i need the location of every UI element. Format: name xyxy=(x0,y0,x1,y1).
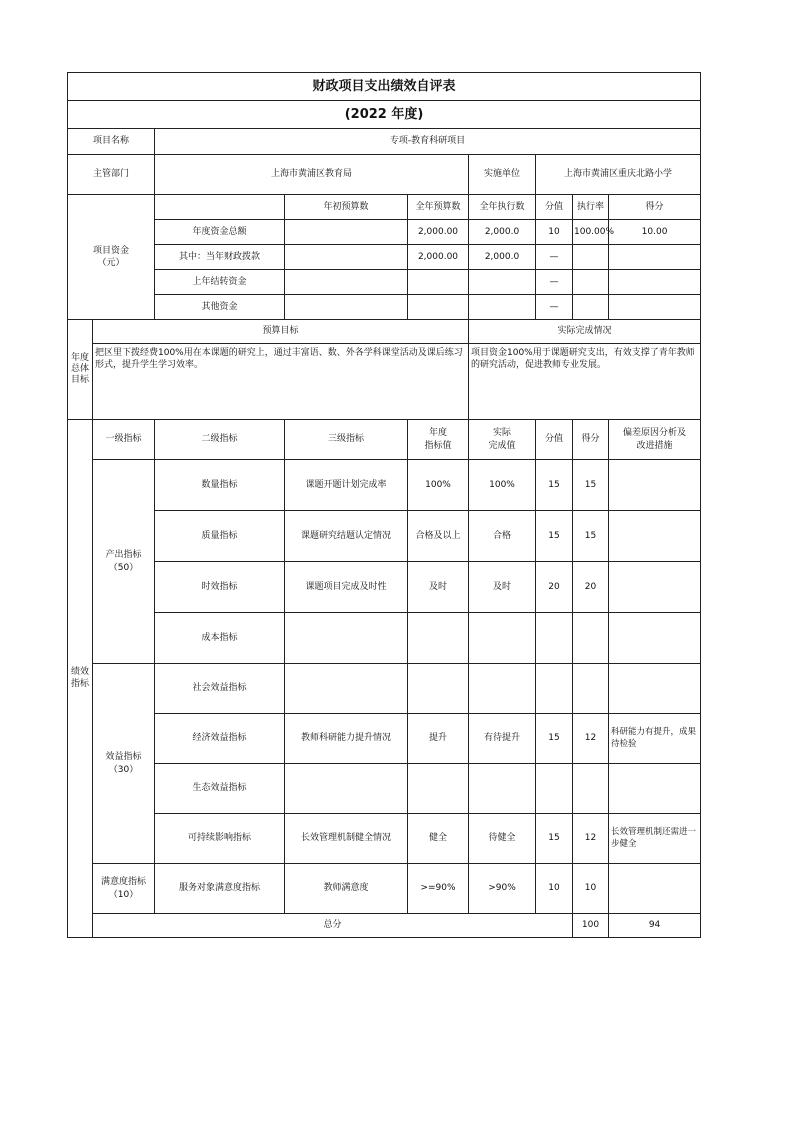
department-value: 上海市黄浦区教育局 xyxy=(155,155,469,195)
indicator-row xyxy=(68,460,701,511)
indicator-score: 15 xyxy=(573,460,609,511)
funds-header-annual: 全年预算数 xyxy=(408,195,469,220)
indicator-score-value: 15 xyxy=(536,814,573,864)
indicator-actual: 及时 xyxy=(469,562,536,613)
project-name-value: 专项-教育科研项目 xyxy=(155,129,701,155)
funds-row-initial xyxy=(285,220,408,245)
indicator-level2: 质量指标 xyxy=(155,511,285,562)
funds-row-initial xyxy=(285,295,408,320)
indicator-score-value xyxy=(536,664,573,714)
indicator-score-value xyxy=(536,613,573,664)
funds-row-rate: 100.00% xyxy=(573,220,609,245)
funds-row-rate xyxy=(573,295,609,320)
funds-header-rate: 执行率 xyxy=(573,195,609,220)
funds-row-executed: 2,000.0 xyxy=(469,220,536,245)
indicator-score: 15 xyxy=(573,511,609,562)
performance-indicators-label xyxy=(68,420,93,938)
funds-row-score-value: 10 xyxy=(536,220,573,245)
indicator-level3 xyxy=(285,764,408,814)
header-analysis xyxy=(609,420,701,460)
total-score: 94 xyxy=(609,914,701,938)
indicator-actual: 待健全 xyxy=(469,814,536,864)
indicator-target: 健全 xyxy=(408,814,469,864)
funds-row-executed xyxy=(469,295,536,320)
table-year: (2022 年度) xyxy=(68,101,701,129)
annual-goals-label xyxy=(68,320,93,420)
implementing-unit-value: 上海市黄浦区重庆北路小学 xyxy=(536,155,701,195)
project-name-label: 项目名称 xyxy=(68,129,155,155)
funds-row xyxy=(68,245,701,270)
indicator-row xyxy=(68,511,701,562)
budget-goal-text: 把区里下拨经费100%用在本课题的研究上，通过丰富语、数、外各学科课堂活动及课后练习形式，提升学生学习效率。 xyxy=(93,344,469,420)
funds-header-initial: 年初预算数 xyxy=(285,195,408,220)
funds-row-rate xyxy=(573,245,609,270)
indicator-level2: 经济效益指标 xyxy=(155,714,285,764)
satisfaction-indicators-label-text: 满意度指标 （10） xyxy=(100,877,146,900)
actual-completion-header: 实际完成情况 xyxy=(469,320,701,344)
funds-row-score: 10.00 xyxy=(609,220,701,245)
indicator-row xyxy=(68,814,701,864)
department-label: 主管部门 xyxy=(68,155,155,195)
funds-row-annual xyxy=(408,295,469,320)
funds-row-annual: 2,000.00 xyxy=(408,245,469,270)
indicator-row xyxy=(68,664,701,714)
indicator-level3: 教师满意度 xyxy=(285,864,408,914)
indicator-target xyxy=(408,664,469,714)
total-label: 总分 xyxy=(93,914,573,938)
indicator-analysis xyxy=(609,562,701,613)
indicator-score xyxy=(573,664,609,714)
funds-header-blank xyxy=(155,195,285,220)
funds-row-score-value: — xyxy=(536,295,573,320)
funds-row-executed xyxy=(469,270,536,295)
indicator-level2: 服务对象满意度指标 xyxy=(155,864,285,914)
indicator-actual: 100% xyxy=(469,460,536,511)
header-actual-value xyxy=(469,420,536,460)
funds-row-rate xyxy=(573,270,609,295)
indicator-level2: 社会效益指标 xyxy=(155,664,285,714)
indicator-score: 20 xyxy=(573,562,609,613)
indicator-score: 12 xyxy=(573,714,609,764)
funds-row-name: 年度资金总额 xyxy=(155,220,285,245)
funds-row xyxy=(68,270,701,295)
funds-row-initial xyxy=(285,245,408,270)
actual-completion-text: 项目资金100%用于课题研究支出，有效支撑了青年教师的研究活动，促进教师专业发展。 xyxy=(469,344,701,420)
indicator-level3: 课题开题计划完成率 xyxy=(285,460,408,511)
indicator-score-value: 20 xyxy=(536,562,573,613)
performance-indicators-label-text: 绩效 指标 xyxy=(70,667,89,689)
funds-header-executed: 全年执行数 xyxy=(469,195,536,220)
indicator-level2: 成本指标 xyxy=(155,613,285,664)
funds-row xyxy=(68,220,701,245)
funds-row-name: 其他资金 xyxy=(155,295,285,320)
funds-header-score-value: 分值 xyxy=(536,195,573,220)
indicator-level3: 教师科研能力提升情况 xyxy=(285,714,408,764)
indicator-row xyxy=(68,764,701,814)
indicator-actual: 有待提升 xyxy=(469,714,536,764)
indicator-level2: 数量指标 xyxy=(155,460,285,511)
indicator-row xyxy=(68,613,701,664)
indicator-level3: 课题项目完成及时性 xyxy=(285,562,408,613)
indicator-actual xyxy=(469,764,536,814)
indicator-level2: 生态效益指标 xyxy=(155,764,285,814)
indicator-target xyxy=(408,764,469,814)
indicator-analysis xyxy=(609,764,701,814)
budget-goal-header: 预算目标 xyxy=(93,320,469,344)
indicator-target xyxy=(408,613,469,664)
indicator-analysis xyxy=(609,460,701,511)
output-indicators-label xyxy=(93,460,155,664)
indicator-score xyxy=(573,764,609,814)
indicator-score-value: 15 xyxy=(536,460,573,511)
indicator-score-value: 15 xyxy=(536,714,573,764)
indicator-analysis: 长效管理机制还需进一步健全 xyxy=(609,814,701,864)
indicator-analysis xyxy=(609,664,701,714)
funds-row xyxy=(68,295,701,320)
indicator-analysis xyxy=(609,511,701,562)
funds-row-annual: 2,000.00 xyxy=(408,220,469,245)
output-indicators-label-text: 产出指标 （50） xyxy=(105,550,142,573)
indicator-score: 10 xyxy=(573,864,609,914)
indicator-score xyxy=(573,613,609,664)
header-level2: 二级指标 xyxy=(155,420,285,460)
indicator-score-value: 15 xyxy=(536,511,573,562)
funds-row-annual xyxy=(408,270,469,295)
indicator-analysis: 科研能力有提升，成果待检验 xyxy=(609,714,701,764)
funds-row-name: 上年结转资金 xyxy=(155,270,285,295)
header-score: 得分 xyxy=(573,420,609,460)
indicator-level3 xyxy=(285,613,408,664)
indicator-actual xyxy=(469,664,536,714)
header-level3: 三级指标 xyxy=(285,420,408,460)
project-funds-label-text: 项目资金 （元） xyxy=(92,245,129,268)
indicator-target: >=90% xyxy=(408,864,469,914)
indicator-score-value: 10 xyxy=(536,864,573,914)
indicator-row xyxy=(68,562,701,613)
total-score-value: 100 xyxy=(573,914,609,938)
indicator-analysis xyxy=(609,864,701,914)
indicator-score: 12 xyxy=(573,814,609,864)
header-score-value: 分值 xyxy=(536,420,573,460)
project-funds-label xyxy=(68,195,155,320)
funds-row-score-value: — xyxy=(536,245,573,270)
funds-row-name: 其中：当年财政拨款 xyxy=(155,245,285,270)
funds-row-score xyxy=(609,245,701,270)
annual-goals-label-text: 年度 总体 目标 xyxy=(70,352,89,386)
funds-header-score: 得分 xyxy=(609,195,701,220)
header-level1: 一级指标 xyxy=(93,420,155,460)
indicator-actual: 合格 xyxy=(469,511,536,562)
indicator-level3 xyxy=(285,664,408,714)
satisfaction-indicators-label xyxy=(93,864,155,914)
table-title: 财政项目支出绩效自评表 xyxy=(68,73,701,101)
indicator-analysis xyxy=(609,613,701,664)
indicator-row xyxy=(68,864,701,914)
benefit-indicators-label-text: 效益指标 （30） xyxy=(105,752,142,775)
performance-evaluation-table xyxy=(67,72,701,938)
indicator-target: 100% xyxy=(408,460,469,511)
funds-row-initial xyxy=(285,270,408,295)
indicator-actual: >90% xyxy=(469,864,536,914)
benefit-indicators-label xyxy=(93,664,155,864)
indicator-target: 提升 xyxy=(408,714,469,764)
funds-row-executed: 2,000.0 xyxy=(469,245,536,270)
indicator-score-value xyxy=(536,764,573,814)
indicator-level2: 时效指标 xyxy=(155,562,285,613)
indicator-level3: 课题研究结题认定情况 xyxy=(285,511,408,562)
header-annual-target xyxy=(408,420,469,460)
funds-row-score-value: — xyxy=(536,270,573,295)
implementing-unit-label: 实施单位 xyxy=(469,155,536,195)
indicator-target: 及时 xyxy=(408,562,469,613)
indicator-target: 合格及以上 xyxy=(408,511,469,562)
funds-row-score xyxy=(609,270,701,295)
funds-row-score xyxy=(609,295,701,320)
header-analysis-text: 偏差原因分析及 改进措施 xyxy=(623,428,687,451)
indicator-level2: 可持续影响指标 xyxy=(155,814,285,864)
header-actual-value-text: 实际 完成值 xyxy=(488,428,516,451)
indicator-level3: 长效管理机制健全情况 xyxy=(285,814,408,864)
indicator-actual xyxy=(469,613,536,664)
indicator-row xyxy=(68,714,701,764)
header-annual-target-text: 年度 指标值 xyxy=(424,428,452,451)
